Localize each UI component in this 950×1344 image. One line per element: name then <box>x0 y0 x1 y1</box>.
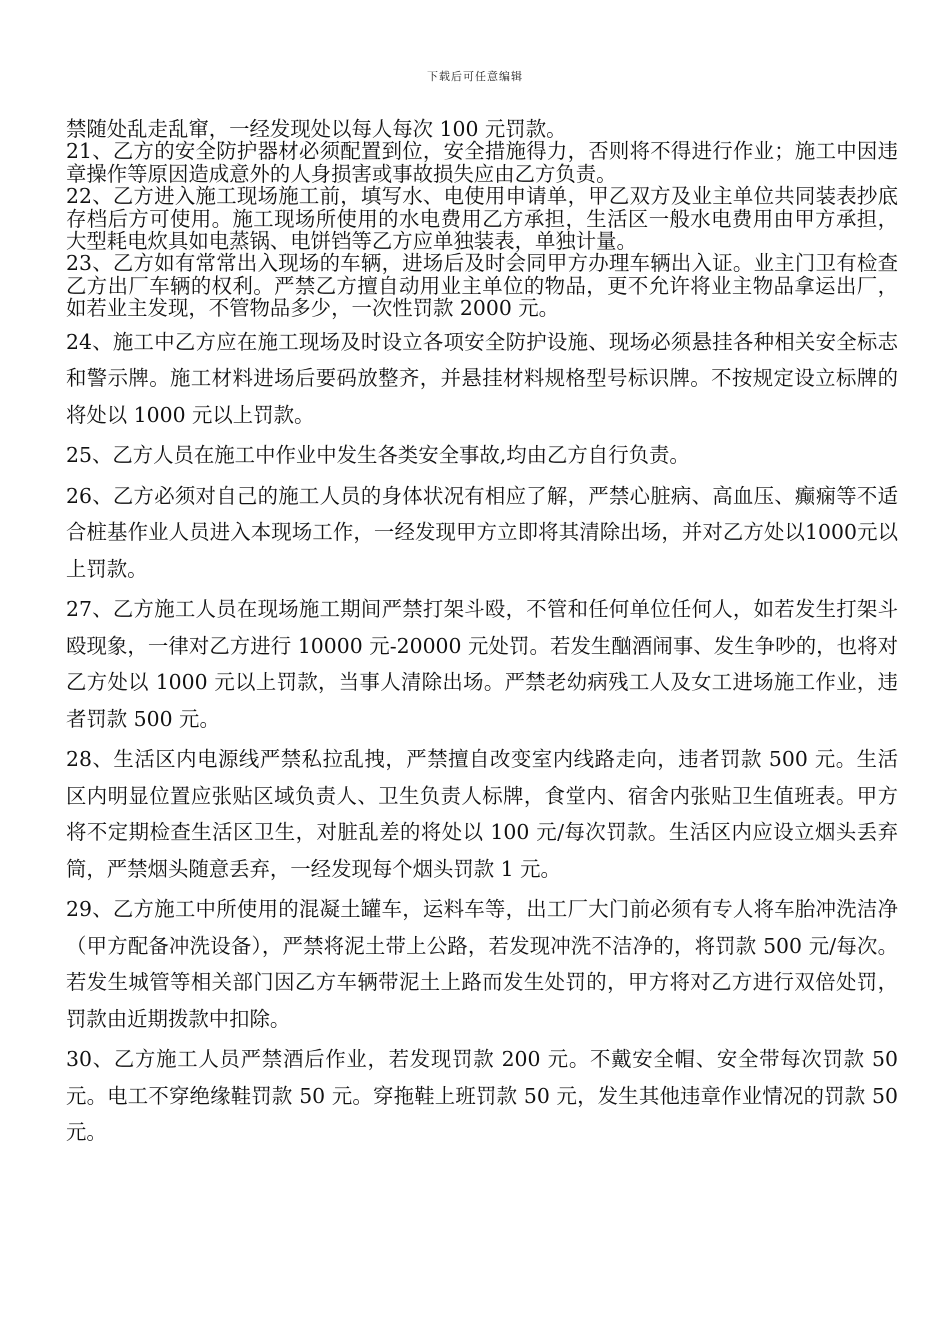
paragraph-21: 21、乙方的安全防护器材必须配置到位，安全措施得力，否则将不得进行作业；施工中因违章操作等原因造成意外的人身损害或事故损失应由乙方负责。 <box>66 139 898 186</box>
paragraph-29: 29、乙方施工中所使用的混凝土罐车，运料车等，出工厂大门前必须有专人将车胎冲洗洁净（甲方配备冲洗设备），严禁将泥土带上公路，若发现冲洗不洁净的，将罚款 500 元/每次。若发生城管等相关部门因乙方车辆带泥土上路而发生处罚的，甲方将对乙方进行双倍处罚，罚款由近期拨款中扣除。 <box>66 897 898 1031</box>
paragraph-27: 27、乙方施工人员在现场施工期间严禁打架斗殴，不管和任何单位任何人，如若发生打架斗殴现象，一律对乙方进行 10000 元-20000 元处罚。若发生酗酒闹事、发生争吵的，也将对乙方处以 1000 元以上罚款，当事人清除出场。严禁老幼病残工人及女工进场施工作业，违者罚款 500 元。 <box>66 597 898 731</box>
paragraph-25: 25、乙方人员在施工中作业中发生各类安全事故,均由乙方自行负责。 <box>66 443 690 468</box>
paragraph-28: 28、生活区内电源线严禁私拉乱拽，严禁擅自改变室内线路走向，违者罚款 500 元。生活区内明显位置应张贴区域负责人、卫生负责人标牌，食堂内、宿舍内张贴卫生值班表。甲方将不定期检查生活区卫生，对脏乱差的将处以 100 元/每次罚款。生活区内应设立烟头丢弃筒，严禁烟头随意丢弃，一经发现每个烟头罚款 1 元。 <box>66 747 898 881</box>
paragraph-20-end: 禁随处乱走乱窜，一经发现处以每人每次 100 元罚款。 <box>66 117 567 141</box>
paragraph-22: 22、乙方进入施工现场施工前，填写水、电使用申请单，甲乙双方及业主单位共同装表抄底存档后方可使用。施工现场所使用的水电费用乙方承担，生活区一般水电费用由甲方承担，大型耗电炊具如电蒸锅、电饼铛等乙方应单独装表，单独计量。 <box>66 184 898 254</box>
paragraph-30: 30、乙方施工人员严禁酒后作业，若发现罚款 200 元。不戴安全帽、安全带每次罚款 50 元。电工不穿绝缘鞋罚款 50 元。穿拖鞋上班罚款 50 元，发生其他违章作业情况的罚款 50 元。 <box>66 1047 898 1145</box>
paragraph-24: 24、施工中乙方应在施工现场及时设立各项安全防护设施、现场必须悬挂各种相关安全标志和警示牌。施工材料进场后要码放整齐，并悬挂材料规格型号标识牌。不按规定设立标牌的将处以 1000 元以上罚款。 <box>66 329 898 427</box>
paragraph-26: 26、乙方必须对自己的施工人员的身体状况有相应了解，严禁心脏病、高血压、癫痫等不适合桩基作业人员进入本现场工作，一经发现甲方立即将其清除出场，并对乙方处以1000元以上罚款。 <box>66 483 898 581</box>
page-header: 下载后可任意编辑 <box>427 70 523 83</box>
document-body <box>66 118 898 1151</box>
paragraph-23: 23、乙方如有常常出入现场的车辆，进场后及时会同甲方办理车辆出入证。业主门卫有检查乙方出厂车辆的权利。严禁乙方擅自动用业主单位的物品，更不允许将业主物品拿运出厂，如若业主发现，不管物品多少，一次性罚款 2000 元。 <box>66 251 898 321</box>
